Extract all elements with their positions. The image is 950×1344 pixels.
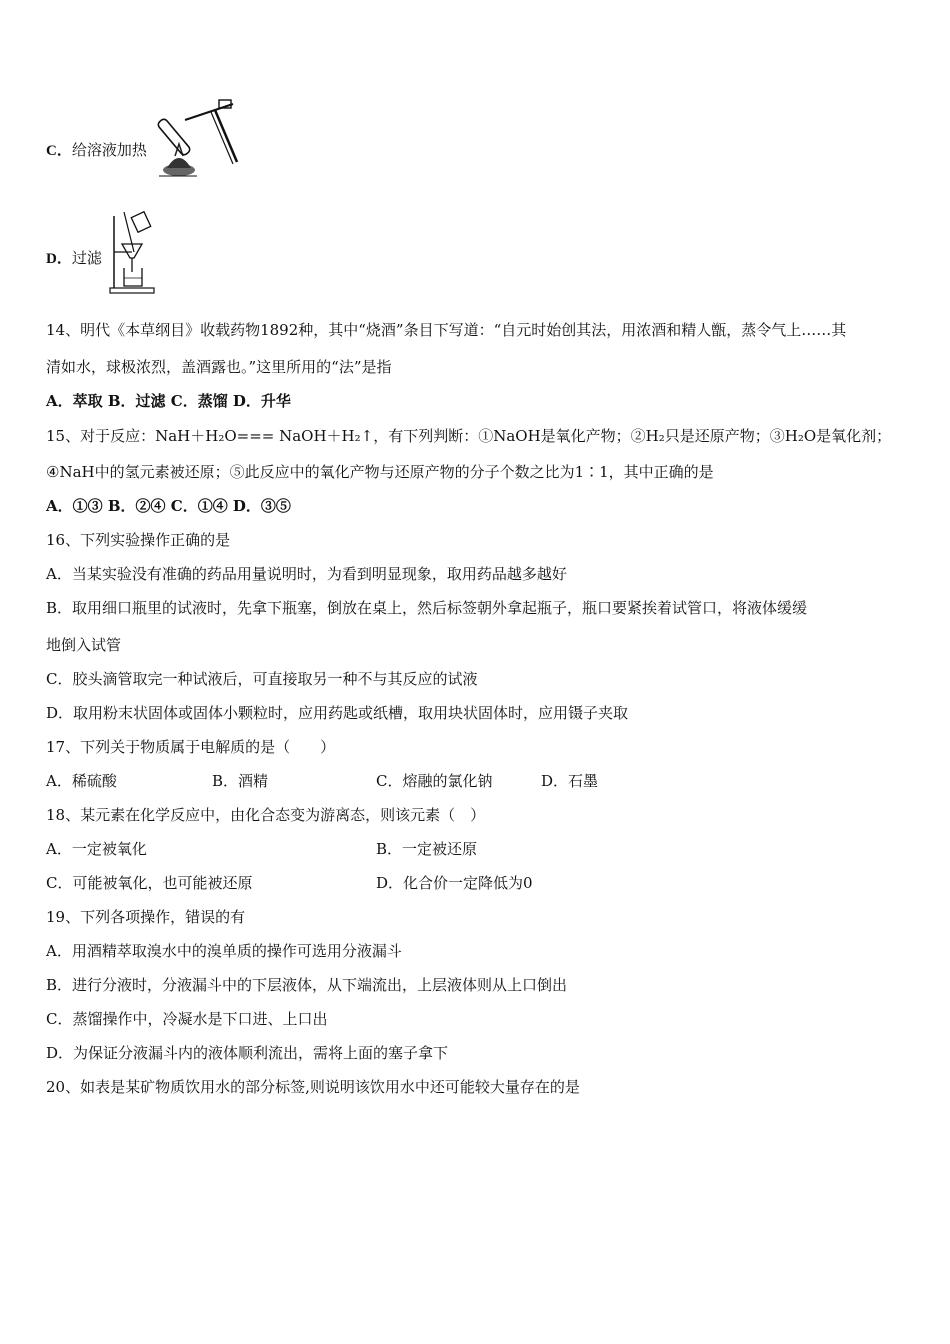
question-18-option-c: C．可能被氧化，也可能被还原 xyxy=(46,874,253,892)
heating-apparatus-illustration xyxy=(155,98,245,180)
question-16-stem: 16、下列实验操作正确的是 xyxy=(46,531,231,549)
question-16-option-d: D．取用粉末状固体或固体小颗粒时，应用药匙或纸槽，取用块状固体时，应用镊子夹取 xyxy=(46,704,629,722)
question-14-options: A．萃取 B．过滤 C．蒸馏 D．升华 xyxy=(46,392,291,410)
filtration-apparatus-illustration xyxy=(106,206,158,296)
question-19-option-c: C．蒸馏操作中，冷凝水是下口进、上口出 xyxy=(46,1010,328,1028)
question-20-stem: 20、如表是某矿物质饮用水的部分标签,则说明该饮用水中还可能较大量存在的是 xyxy=(46,1078,580,1096)
question-16-option-b-line-1: B．取用细口瓶里的试液时，先拿下瓶塞，倒放在桌上，然后标签朝外拿起瓶子，瓶口要紧挨着试管口，将液体缓缓 xyxy=(46,599,808,617)
question-15-line-2: ④NaH中的氢元素被还原；⑤此反应中的氧化产物与还原产物的分子个数之比为1∶1，其中正确的是 xyxy=(46,463,714,481)
question-18-option-d: D．化合价一定降低为0 xyxy=(376,874,533,892)
question-17-option-b: B．酒精 xyxy=(212,772,269,790)
question-14-line-1: 14、明代《本草纲目》收载药物1892种，其中“烧酒”条目下写道：“自元时始创其法，用浓酒和精人甑，蒸令气上……其 xyxy=(46,321,847,339)
question-17-option-c: C．熔融的氯化钠 xyxy=(376,772,493,790)
question-18-option-b: B．一定被还原 xyxy=(376,840,478,858)
question-16-option-a: A．当某实验没有准确的药品用量说明时，为看到明显现象，取用药品越多越好 xyxy=(46,565,567,583)
question-15-line-1: 15、对于反应：NaH＋H₂O=== NaOH＋H₂↑，有下列判断：①NaOH是氧化产物；②H₂只是还原产物；③H₂O是氧化剂； xyxy=(46,427,892,445)
question-19-option-a: A．用酒精萃取溴水中的溴单质的操作可选用分液漏斗 xyxy=(46,942,402,960)
option-text: 给溶液加热 xyxy=(71,141,147,159)
question-18-option-a: A．一定被氧化 xyxy=(46,840,147,858)
question-19-option-b: B．进行分液时，分液漏斗中的下层液体，从下端流出，上层液体则从上口倒出 xyxy=(46,976,568,994)
question-17-option-a: A．稀硫酸 xyxy=(46,772,117,790)
option-d-filtering xyxy=(46,248,102,269)
option-text: 过滤 xyxy=(71,249,102,267)
question-14-line-2: 清如水，球极浓烈，盖酒露也。”这里所用的“法”是指 xyxy=(46,358,392,376)
question-19-option-d: D．为保证分液漏斗内的液体顺利流出，需将上面的塞子拿下 xyxy=(46,1044,449,1062)
option-letter: C． xyxy=(46,143,72,159)
question-15-options: A．①③ B．②④ C．①④ D．③⑤ xyxy=(46,497,291,515)
question-18-stem: 18、某元素在化学反应中，由化合态变为游离态，则该元素（ ） xyxy=(46,806,486,824)
question-17-stem: 17、下列关于物质属于电解质的是（ ） xyxy=(46,738,336,756)
option-letter: D． xyxy=(46,251,72,267)
question-17-option-d: D．石墨 xyxy=(541,772,599,790)
question-16-option-c: C．胶头滴管取完一种试液后，可直接取另一种不与其反应的试液 xyxy=(46,670,478,688)
question-16-option-b-line-2: 地倒入试管 xyxy=(46,636,122,654)
question-19-stem: 19、下列各项操作，错误的有 xyxy=(46,908,246,926)
option-c-heating xyxy=(46,140,147,161)
